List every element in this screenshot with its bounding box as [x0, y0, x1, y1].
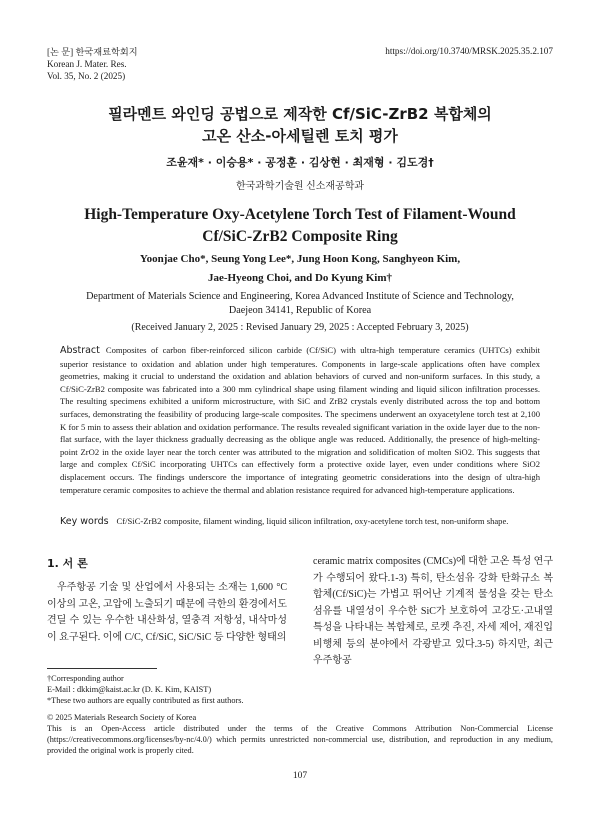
title-ko-line2: 고온 산소-아세틸렌 토치 평가	[202, 127, 398, 145]
authors-en-line2: Jae-Hyeong Choi, and Do Kyung Kim†	[208, 272, 392, 284]
title-en-line1: High-Temperature Oxy-Acetylene Torch Test of Filament-Wound	[84, 206, 516, 223]
affiliation-en-line1: Department of Materials Science and Engineering, Korea Advanced Institute of Science and Technology,	[86, 291, 514, 302]
keywords-text: Cf/SiC-ZrB2 composite, filament winding, liquid silicon infiltration, oxy-acetylene torch test, non-uniform shape.	[116, 516, 509, 526]
abstract-label: Abstract	[60, 345, 100, 356]
body-column-left: 우주항공 기술 및 산업에서 사용되는 소재는 1,600 °C 이상의 고온, 고압에 노출되기 때문에 극한의 환경에서도 견딜 수 있는 우수한 내산화성, 열충격 저항성, 내삭마성이 요구된다. 이에 C/C, Cf/SiC, SiC/SiC 등 다양한 형태의	[47, 582, 287, 643]
doi-link[interactable]: https://doi.org/10.3740/MRSK.2025.35.2.107	[385, 46, 553, 56]
body-column-right: ceramic matrix composites (CMCs)에 대한 고온 특성 연구가 수행되어 왔다.1-3) 특히, 탄소섬유 강화 탄화규소 복합체(Cf/SiC)는 가볍고 뛰어난 기계적 물성을 갖는 탄소 섬유를 내열성이 우수한 SiC가 보호하여 고강도·고내열 특성을 나타내는 복합체로, 로켓 추진, 자세 제어, 재진입 비행체 등의 분야에서 각광받고 있다.3-5) 하지만, 최근 우주항공	[313, 556, 553, 666]
section-heading: 1. 서 론	[47, 557, 88, 570]
footnote-email: E-Mail : dkkim@kaist.ac.kr (D. K. Kim, KAIST)	[47, 685, 212, 694]
footnotes	[47, 673, 244, 706]
affiliation-en-line2: Daejeon 34141, Republic of Korea	[228, 305, 372, 316]
abstract-text: Composites of carbon fiber-reinforced silicon carbide (Cf/SiC) with ultra-high temperature ceramics (UHTCs) exhibit superior resistance to oxidation and ablation under high temperatures. Components in large-scale applications often have complex geometries, making it crucial to understand the oxidation and ablation behaviors of curved and non-uniform surfaces. In this study, a Cf/SiC-ZrB2 composite was fabricated into a 300 mm cylindrical shape using filament winding and liquid silicon infiltration processes. The resulting specimens exhibited a uniform microstructure, with SiC and ZrB2 crystals evenly distributed across the top and bottom surfaces, demonstrating the feasibility of producing large-scale composites. The specimens underwent an oxyacetylene torch test at 2,100 K for 5 min to assess their ablation and oxidation performance. The results revealed significant variation in the oxide layer due to the non-flat surface, with the layer thickness gradually decreasing as the oblique angle was reduced. Additionally, the presence of high-melting-point ZrO2 in the oxide layer near the torch center was attributed to the migration and solidification of molten SiO2. This suggests that large and complex Cf/SiC incorporating UHTCs can effectively form a protective oxide layer, even under conditions where SiO2 displacement occurs. The findings underscore the importance of integrating geometric considerations into the design of ultra-high temperature ceramic composites to achieve the thermal and ablation resistance required for advanced high-temperature applications.	[60, 345, 540, 495]
journal-name-ko: [논 문] 한국재료학회지	[47, 47, 138, 57]
authors-en-line1: Yoonjae Cho*, Seung Yong Lee*, Jung Hoon Kong, Sanghyeon Kim,	[139, 253, 461, 265]
affiliation-ko: 한국과학기술원 신소재공학과	[235, 181, 365, 192]
title-ko	[0, 103, 600, 147]
license-text: This is an Open-Access article distributed under the terms of the Creative Commons Attribution Non-Commercial License (https://creativecommons.org/licenses/by-nc/4.0/) which permits unrestricted non-commercial use, distribution, and reproduction in any medium, provided the original work is properly cited.	[47, 724, 553, 755]
abstract	[60, 344, 540, 496]
keywords	[60, 516, 540, 527]
license-block	[47, 712, 553, 756]
received-dates: (Received January 2, 2025 : Revised January 29, 2025 : Accepted February 3, 2025)	[131, 322, 469, 333]
title-en-line2: Cf/SiC-ZrB2 Composite Ring	[202, 228, 398, 245]
journal-name-en: Korean J. Mater. Res.	[47, 59, 127, 69]
copyright-line: © 2025 Materials Research Society of Korea	[47, 713, 197, 722]
footnote-divider	[47, 668, 157, 669]
authors-ko: 조윤재* · 이승용* · 공정훈 · 김상현 · 최재형 · 김도경†	[166, 156, 434, 169]
keywords-label: Key words	[60, 516, 109, 527]
journal-volume: Vol. 35, No. 2 (2025)	[47, 71, 126, 81]
authors-en	[0, 250, 600, 288]
page-number: 107	[292, 771, 308, 781]
title-ko-line1: 필라멘트 와인딩 공법으로 제작한 Cf/SiC-ZrB2 복합체의	[108, 105, 492, 123]
footnote-corresponding: †Corresponding author	[47, 674, 124, 683]
affiliation-en	[0, 290, 600, 318]
journal-header	[47, 46, 138, 82]
title-en	[0, 204, 600, 248]
footnote-equal-contribution: *These two authors are equally contributed as first authors.	[47, 696, 244, 705]
